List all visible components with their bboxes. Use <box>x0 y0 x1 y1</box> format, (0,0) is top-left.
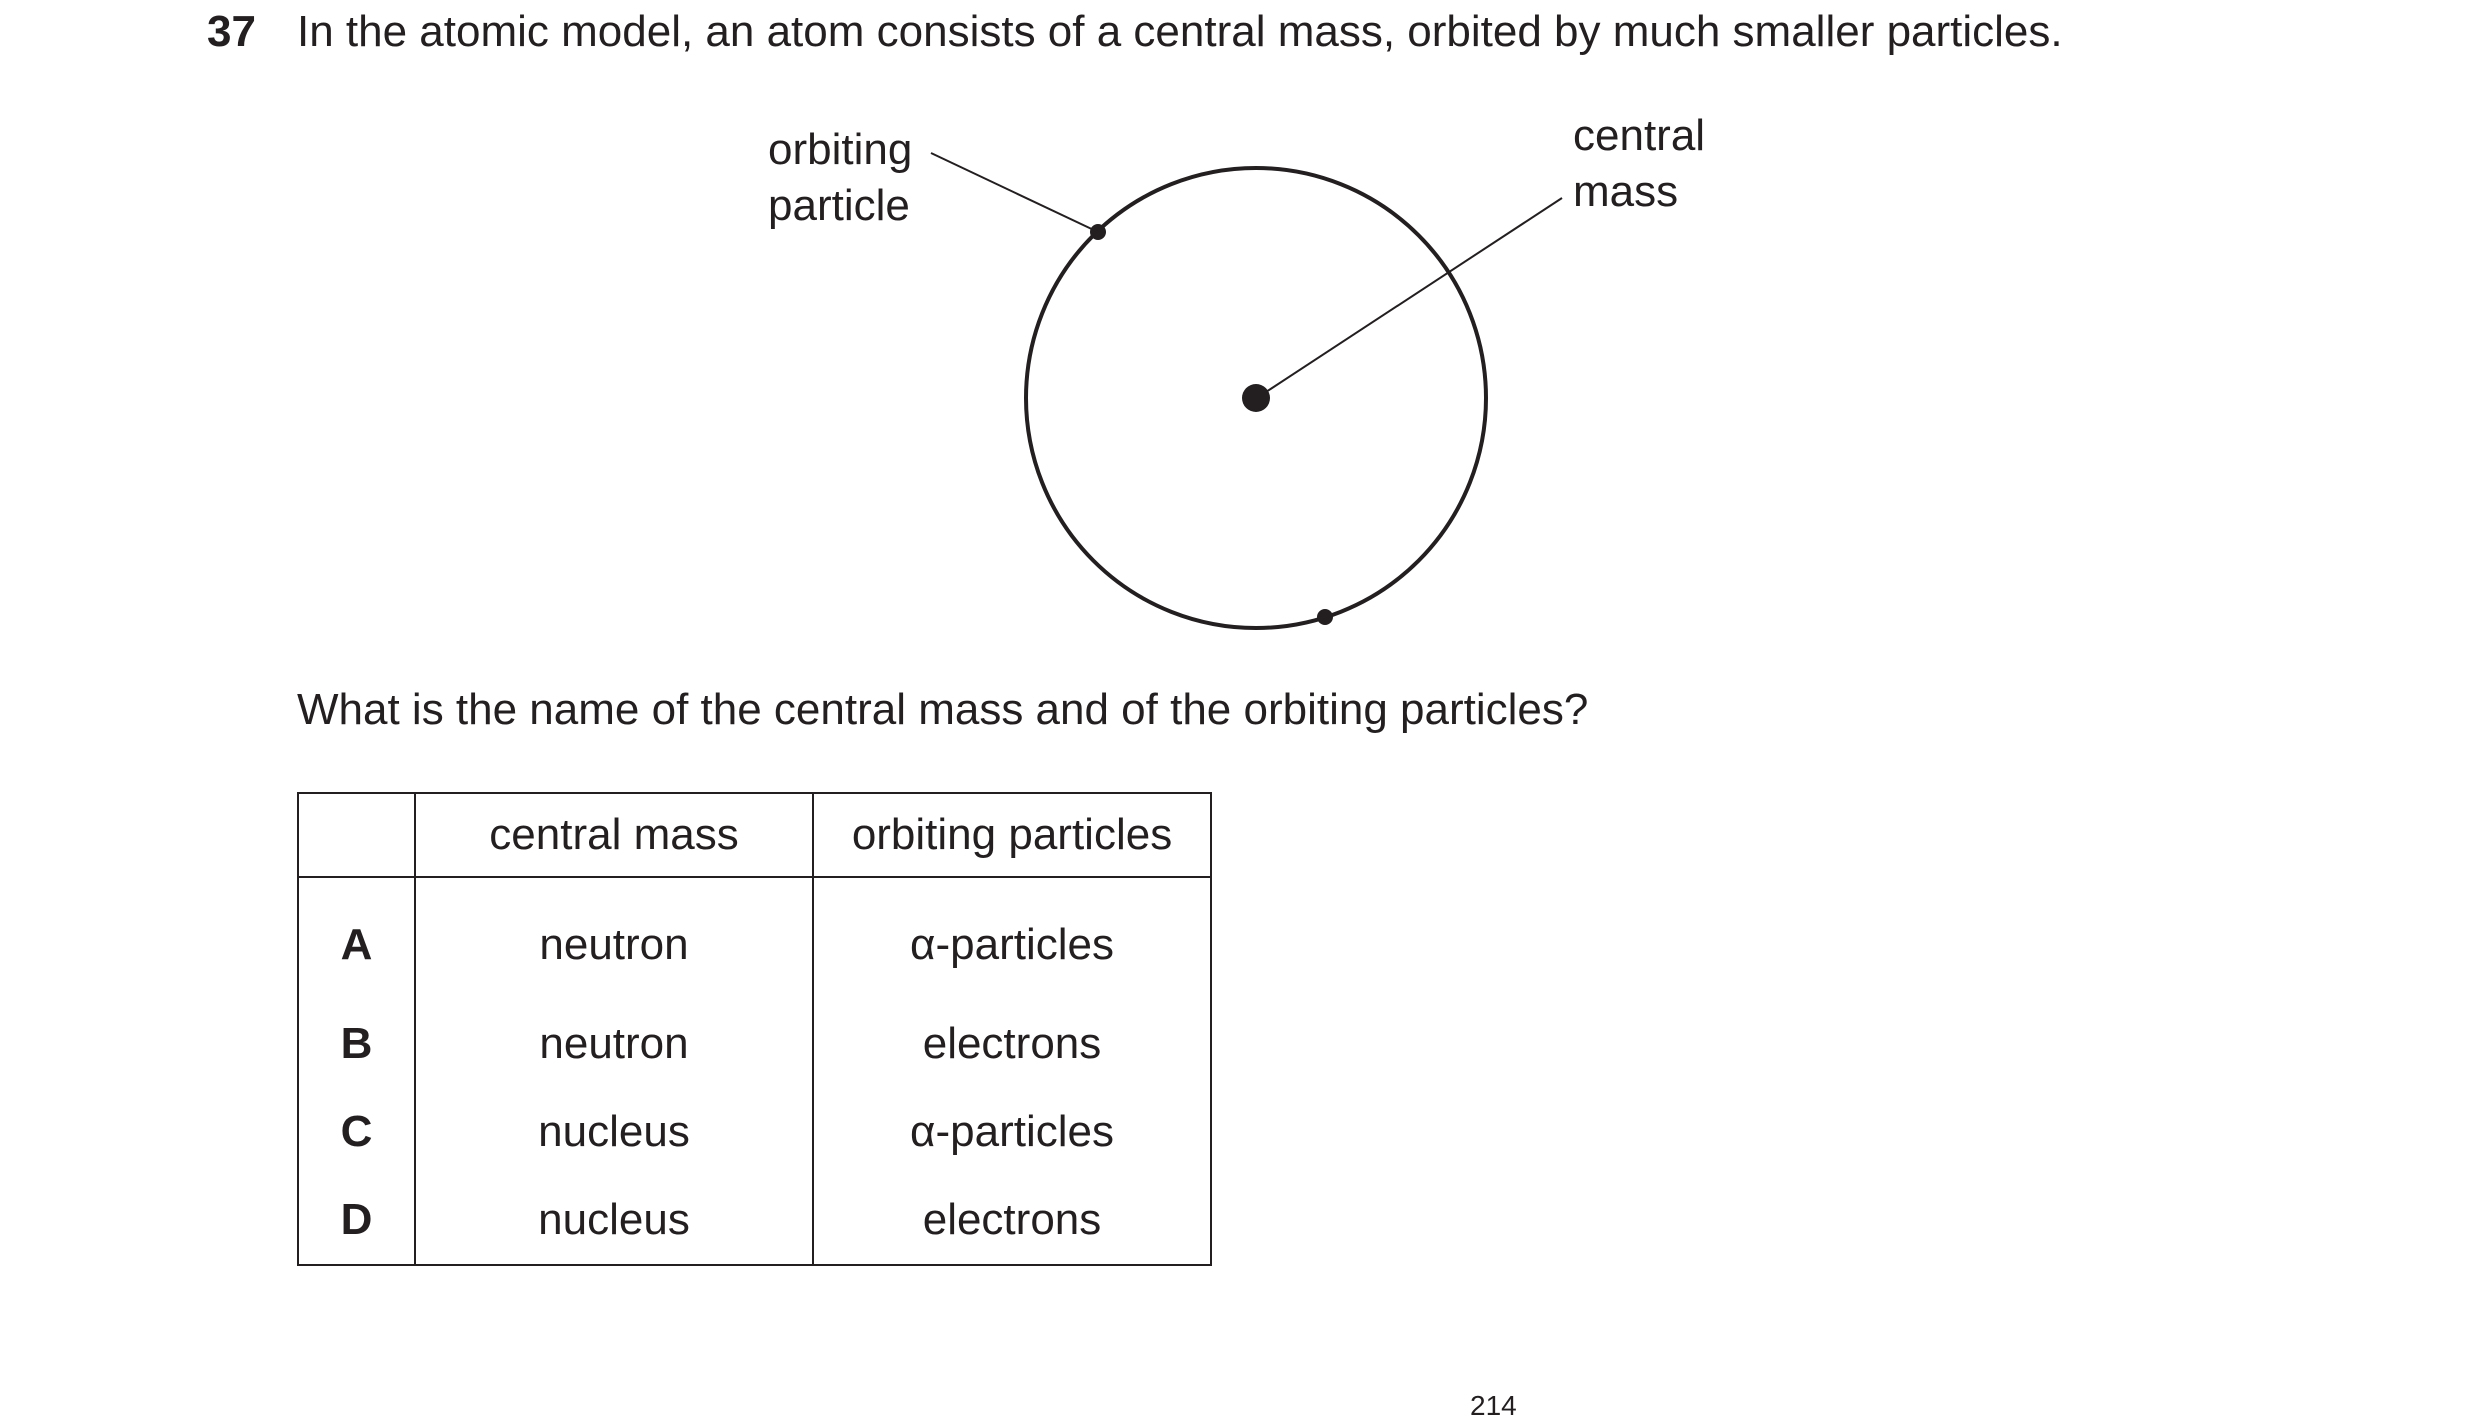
question-stem: In the atomic model, an atom consists of a central mass, orbited by much smaller particles. <box>297 7 2063 56</box>
orbiting-label-line1: orbiting <box>768 125 913 174</box>
orbiting-particle-leader-line <box>931 153 1098 232</box>
answer-table <box>297 792 1212 1266</box>
atom-diagram <box>0 0 2480 680</box>
orbiting-particle-dot-bottom <box>1317 609 1333 625</box>
question-number: 37 <box>207 7 256 56</box>
option-central-mass: nucleus <box>415 1176 813 1265</box>
answer-option-c[interactable] <box>298 1088 1211 1176</box>
central-label-line1: central <box>1573 111 1706 160</box>
option-central-mass: neutron <box>415 1000 813 1088</box>
header-orbiting-particles: orbiting particles <box>813 793 1211 877</box>
answer-table-header-row <box>298 793 1211 877</box>
header-letter <box>298 793 415 877</box>
central-label-line2: mass <box>1573 167 1679 216</box>
option-orbiting-particles: electrons <box>813 1176 1211 1265</box>
answer-option-a[interactable] <box>298 877 1211 1000</box>
option-letter: A <box>298 877 415 1000</box>
answer-option-d[interactable] <box>298 1176 1211 1265</box>
page-number: 214 <box>1470 1390 1517 1421</box>
header-central-mass: central mass <box>415 793 813 877</box>
option-orbiting-particles: α-particles <box>813 877 1211 1000</box>
question-prompt: What is the name of the central mass and of the orbiting particles? <box>297 685 1589 734</box>
option-central-mass: neutron <box>415 877 813 1000</box>
central-mass-leader-line <box>1266 198 1562 392</box>
option-letter: C <box>298 1088 415 1176</box>
answer-option-b[interactable] <box>298 1000 1211 1088</box>
option-orbiting-particles: electrons <box>813 1000 1211 1088</box>
option-central-mass: nucleus <box>415 1088 813 1176</box>
option-letter: B <box>298 1000 415 1088</box>
option-orbiting-particles: α-particles <box>813 1088 1211 1176</box>
orbiting-label-line2: particle <box>768 181 910 230</box>
central-mass-dot <box>1242 384 1270 412</box>
option-letter: D <box>298 1176 415 1265</box>
